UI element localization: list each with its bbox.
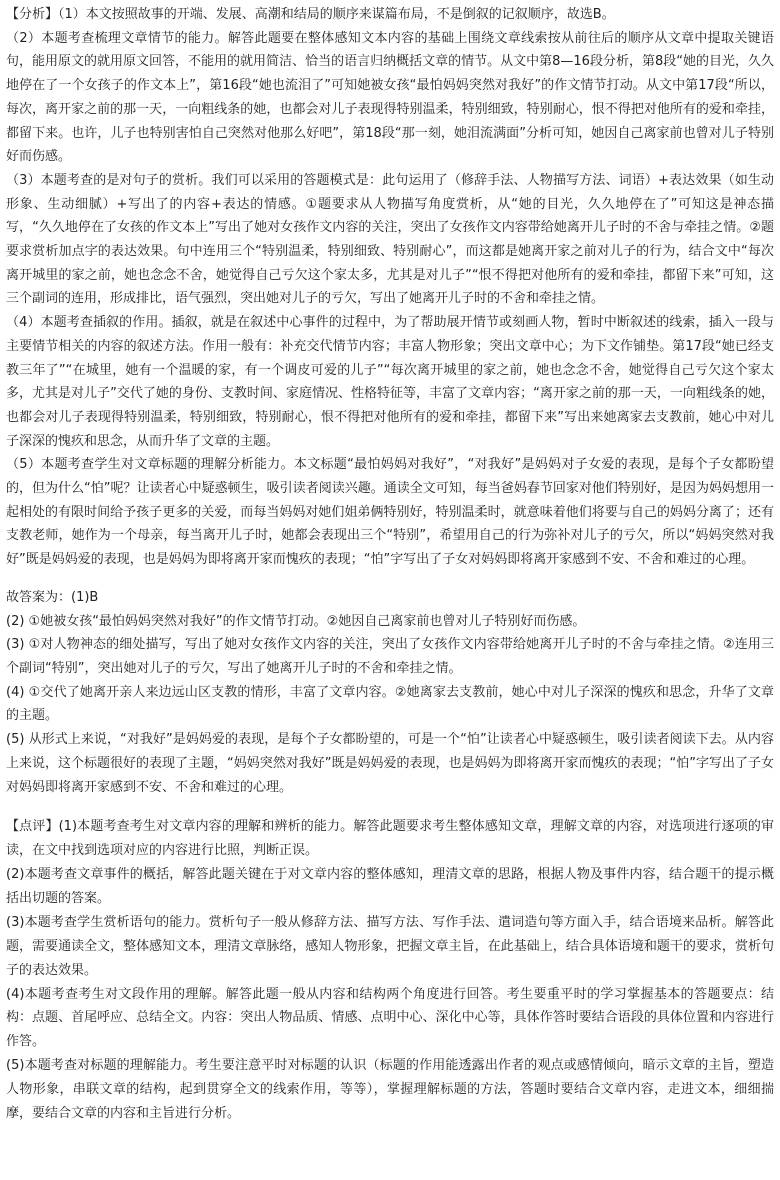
analysis-section xyxy=(6,3,774,572)
comment-section xyxy=(6,815,774,1126)
answer-line-2: (2) ①她被女孩“最怕妈妈突然对我好”的作文情节打动。②她因自己离家前也曾对儿子特别好而伤感。 xyxy=(6,613,586,629)
analysis-intro: 【分析】（1）本文按照故事的开端、发展、高潮和结局的顺序来谋篇布局，不是倒叙的记叙顺序，故选B。 xyxy=(6,7,615,22)
comment-question-5: (5)本题考查对标题的理解能力。考生要注意平时对标题的认识（标题的作用能透露出作者的观点或感情倾向，暗示文章的主旨，塑造人物形象，串联文章的结构，起到贯穿全文的线索作用，等等），掌握理解标题的方法，答题时要结合文章内容，走进文本，细细揣摩，要结合文章的内容和主旨进行分析。 xyxy=(6,1058,774,1122)
answer-line-5: (5) 从形式上来说，“对我好”是妈妈爱的表现，是每个子女都盼望的，可是一个“怕”让读者心中疑惑顿生，吸引读者阅读下去。从内容上来说，这个标题很好的表现了主题，“妈妈突然对我好”既是妈妈爱的表现，也是妈妈为即将离开家而愧疚的表现；“怕”字写出了子女对妈妈即将离开家感到不安、不舍和难过的心理。 xyxy=(6,732,774,795)
analysis-question-3: （3）本题考查的是对句子的赏析。我们可以采用的答题模式是：此句运用了（修辞手法、人物描写方法、词语）+表达效果（如生动形象、生动细腻）+写出了的内容+表达的情感。①题要求从人物描写角度赏析，从“她的目光，久久地停在了”可知这是神态描写，“久久地停在了女孩的作文本上”写出了她对女孩作文内容的关注，突出了女孩作文内容带给她离开儿子时的不舍与牵挂之情。②题要求赏析加点字的表达效果。句中连用三个“特别温柔，特别细致、特别耐心”，而这都是她离开家之前对儿子的行为，结合文中“每次离开城里的家之前，她也念念不舍，她觉得自己亏欠这个家太多，尤其是对儿子”“恨不得把对他所有的爱和牵挂，都留下来”可知，这三个副词的连用，形成排比，语气强烈，突出她对儿子的亏欠，写出了她离开儿子时的不舍和牵挂之情。 xyxy=(6,172,774,307)
comment-question-1: 【点评】(1)本题考查考生对文章内容的理解和辨析的能力。解答此题要求考生整体感知文章，理解文章的内容，对选项进行逐项的审读，在文中找到选项对应的内容进行比照，判断正误。 xyxy=(6,819,774,859)
comment-question-3: (3)本题考查学生赏析语句的能力。赏析句子一般从修辞方法、描写方法、写作手法、遣词造句等方面入手，结合语境来品析。解答此题，需要通读全文，整体感知文本，理清文章脉络，感知人物形象，把握文章主旨，在此基础上，结合具体语境和题干的要求，赏析句子的表达效果。 xyxy=(6,914,774,978)
answer-line-3: (3) ①对人物神态的细处描写，写出了她对女孩作文内容的关注，突出了女孩作文内容带给她离开儿子时的不舍与牵挂之情。②连用三个副词“特别”，突出她对儿子的亏欠，写出了她离开儿子时的不舍和牵挂之情。 xyxy=(6,637,774,676)
comment-question-2: (2)本题考查文章事件的概括，解答此题关键在于对文章内容的整体感知，理清文章的思路，根据人物及事件内容，结合题干的提示概括出切题的答案。 xyxy=(6,867,774,906)
answer-line-4: (4) ①交代了她离开亲人来边远山区支教的情形，丰富了文章内容。②她离家去支教前，她心中对儿子深深的愧疚和思念，升华了文章的主题。 xyxy=(6,684,774,724)
analysis-question-4: （4）本题考查插叙的作用。插叙，就是在叙述中心事件的过程中，为了帮助展开情节或刻画人物，暂时中断叙述的线索，插入一段与主要情节相关的内容的叙述方法。作用一般有：补充交代情节内容；丰富人物形象；突出文章中心；为下文作铺垫。第17段“她已经支教三年了”“在城里，她有一个温暖的家，有一个调皮可爱的儿子”“每次离开城里的家之前，她也念念不舍，她觉得自己亏欠这个家太多，尤其是对儿子”交代了她的身份、支教时间、家庭情况、性格特征等，丰富了文章内容；“离开家之前的那一天，一向粗线条的她，也都会对儿子表现得特别温柔，特别细致，特别耐心，恨不得把对他所有的爱和牵挂，都留下来”写出来她离家去支教前，她心中对儿子深深的愧疚和思念，从而升华了文章的主题。 xyxy=(6,315,774,449)
answer-line-1: 故答案为：(1)B xyxy=(6,589,99,605)
analysis-question-5: （5）本题考查学生对文章标题的理解分析能力。本文标题“最怕妈妈对我好”，“对我好”是妈妈对子女爱的表现，是每个子女都盼望的，但为什么“怕”呢？让读者心中疑惑顿生，吸引读者阅读兴趣。通读全文可知，每当爸妈春节回家对他们特别好，是因为妈妈想用一起相处的有限时间给予孩子更多的关爱，而每当妈妈对她们姐弟俩特别好，特别温柔时，就意味着他们将要与自己的妈妈分离了；还有支教老师，她作为一个母亲，每当离开儿子时，她都会表现出三个“特别”，希望用自己的行为弥补对儿子的亏欠，所以“妈妈突然对我好”既是妈妈爱的表现，也是妈妈为即将离开家而愧疚的表现；“怕”字写出了子女对妈妈即将离开家感到不安、不舍和难过的心理。 xyxy=(6,457,774,568)
comment-question-4: (4)本题考查考生对文段作用的理解。解答此题一般从内容和结构两个角度进行回答。考生要重平时的学习掌握基本的答题要点：结构：点题、首尾呼应、总结全文。内容：突出人物品质、情感、点明中心、深化中心等，具体作答时要结合语段的具体位置和内容进行作答。 xyxy=(6,986,774,1050)
answer-section xyxy=(6,586,774,799)
analysis-question-2: （2）本题考查梳理文章情节的能力。解答此题要在整体感知文本内容的基础上围绕文章线索按从前往后的顺序从文章中提取关键语句，能用原文的就用原文回答，不能用的就用简洁、恰当的语言归纳概括文章的情节。从文中第8—16段分析，第8段“她的目光，久久地停在了一个女孩子的作文本上”，第16段“她也流泪了”可知她被女孩“最怕妈妈突然对我好”的作文情节打动。从文中第17段“所以，每次，离开家之前的那一天，一向粗线条的她，也都会对儿子表现得特别温柔，特别细致，特别耐心，恨不得把对他所有的爱和牵挂，都留下来。也许，儿子也特别害怕自己突然对他那么好吧”，第18段“那一刻，她泪流满面”分析可知，她因自己离家前也曾对儿子特别好而伤感。 xyxy=(6,30,774,165)
